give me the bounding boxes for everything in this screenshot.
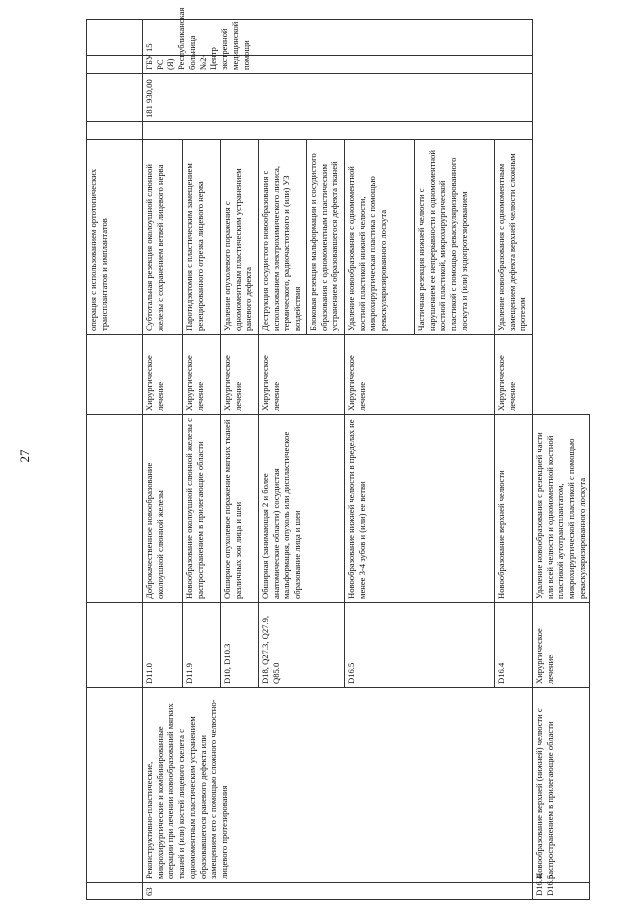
method-cell: Деструкция сосудистого новообразования с использованием электрохимического лизиса, термического, радиочастотного и (или) УЗ воздействия bbox=[259, 140, 307, 335]
method-cell: Частичная резекция нижней челюсти с нарушением ее непрерывности и одномоментной костной пластикой, микрохирургической пластикой с помощью реваскуляризированного лоскута и (или) эндопротезированием bbox=[415, 140, 495, 335]
method-cell: Блоковая резекция мальформации и сосудистого образования с одномоментным пластическим устранением образовавшегося дефекта тканей bbox=[307, 140, 345, 335]
group-number-cell: 63 bbox=[143, 883, 533, 900]
method-cell: Удаление новообразования с резекцией части или всей челюсти и одномоментной костной пластикой аутотрансплантатом, микрохирургической пластикой с помощью реваскуляризированного лоскута bbox=[533, 415, 590, 603]
disease-cell: Новообразование околоушной слюнной железы с распространением в прилегающие области bbox=[183, 415, 221, 603]
method-cell: Удаление новообразования с одномоментным замещением дефекта верхней челюсти сложным протезом bbox=[495, 140, 533, 335]
codes-cell: D16.4, D16.5 bbox=[533, 883, 590, 900]
method-cell: Удаление опухолевого поражения с одномоментным пластическим устранением раневого дефекта bbox=[221, 140, 259, 335]
table-row-carry bbox=[87, 20, 143, 900]
disease-cell: Новообразование верхней (нижней) челюсти с распространением в прилегающие области bbox=[533, 688, 590, 883]
col-index-cell: 15 bbox=[143, 20, 533, 56]
treatment-cell: Хирургическое лечение bbox=[495, 335, 533, 415]
cost-cell: 181 930,00 bbox=[143, 74, 533, 122]
disease-cell: Новообразование верхней челюсти bbox=[495, 415, 533, 603]
treatment-cell: Хирургическое лечение bbox=[183, 335, 221, 415]
disease-cell: Обширная (занимающая 2 и более анатомические области) сосудистая мальформация, опухоль или диспластическое образование лица и шеи bbox=[259, 415, 345, 603]
disease-cell: Новообразование нижней челюсти в пределах не менее 3-4 зубов и (или) ее ветви bbox=[345, 415, 495, 603]
services-table bbox=[86, 7, 590, 900]
treatment-cell: Хирургическое лечение bbox=[345, 335, 495, 415]
group-name-cell: Реконструктивно-пластические, микрохирургические и комбинированные операции при лечении новообразований мягких тканей и (или) костей лицевого скелета с одномоментным пластическим устранением образовавшегося раневого дефекта или замещением его с помощью сложного челюстно-лицевого протезирования bbox=[143, 688, 533, 883]
codes-cell: D10, D10.3 bbox=[221, 603, 259, 688]
method-cell: Удаление новообразования с одномоментной костной пластикой нижней челюсти, микрохирургическая пластика с помощью реваскуляризированного лоскута bbox=[345, 140, 415, 335]
table-row bbox=[533, 20, 590, 900]
treatment-cell: Хирургическое лечение bbox=[259, 335, 345, 415]
treatment-cell: Хирургическое лечение bbox=[143, 335, 183, 415]
page-number: 27 bbox=[17, 449, 32, 463]
table-row bbox=[143, 20, 183, 900]
codes-cell: D18, Q27.3, Q27.9, Q85.0 bbox=[259, 603, 345, 688]
codes-cell: D16.4 bbox=[495, 603, 533, 688]
codes-cell: D11.9 bbox=[183, 603, 221, 688]
institution-cell: ГБУ РС (Я) Республиканская больница №2-Центр экстренной медицинской помощи bbox=[143, 56, 533, 74]
disease-cell: Доброкачественное новообразование околоушной слюнной железы bbox=[143, 415, 183, 603]
treatment-cell: Хирургическое лечение bbox=[221, 335, 259, 415]
treatment-cell: Хирургическое лечение bbox=[533, 603, 590, 688]
codes-cell: D16.5 bbox=[345, 603, 495, 688]
codes-cell: D11.0 bbox=[143, 603, 183, 688]
method-cell: Паротидэктомия с пластическим замещением резецированного отрезка лицевого нерва bbox=[183, 140, 221, 335]
carry-method-cell: операция с использованием ортотопических трансплантатов и имплантатов bbox=[87, 140, 143, 335]
rotated-page bbox=[86, 7, 587, 900]
method-cell: Субтотальная резекция околоушной слюнной железы с сохранением ветвей лицевого нерва bbox=[143, 140, 183, 335]
disease-cell: Обширное опухолевое поражение мягких тканей различных зон лица и шеи bbox=[221, 415, 259, 603]
